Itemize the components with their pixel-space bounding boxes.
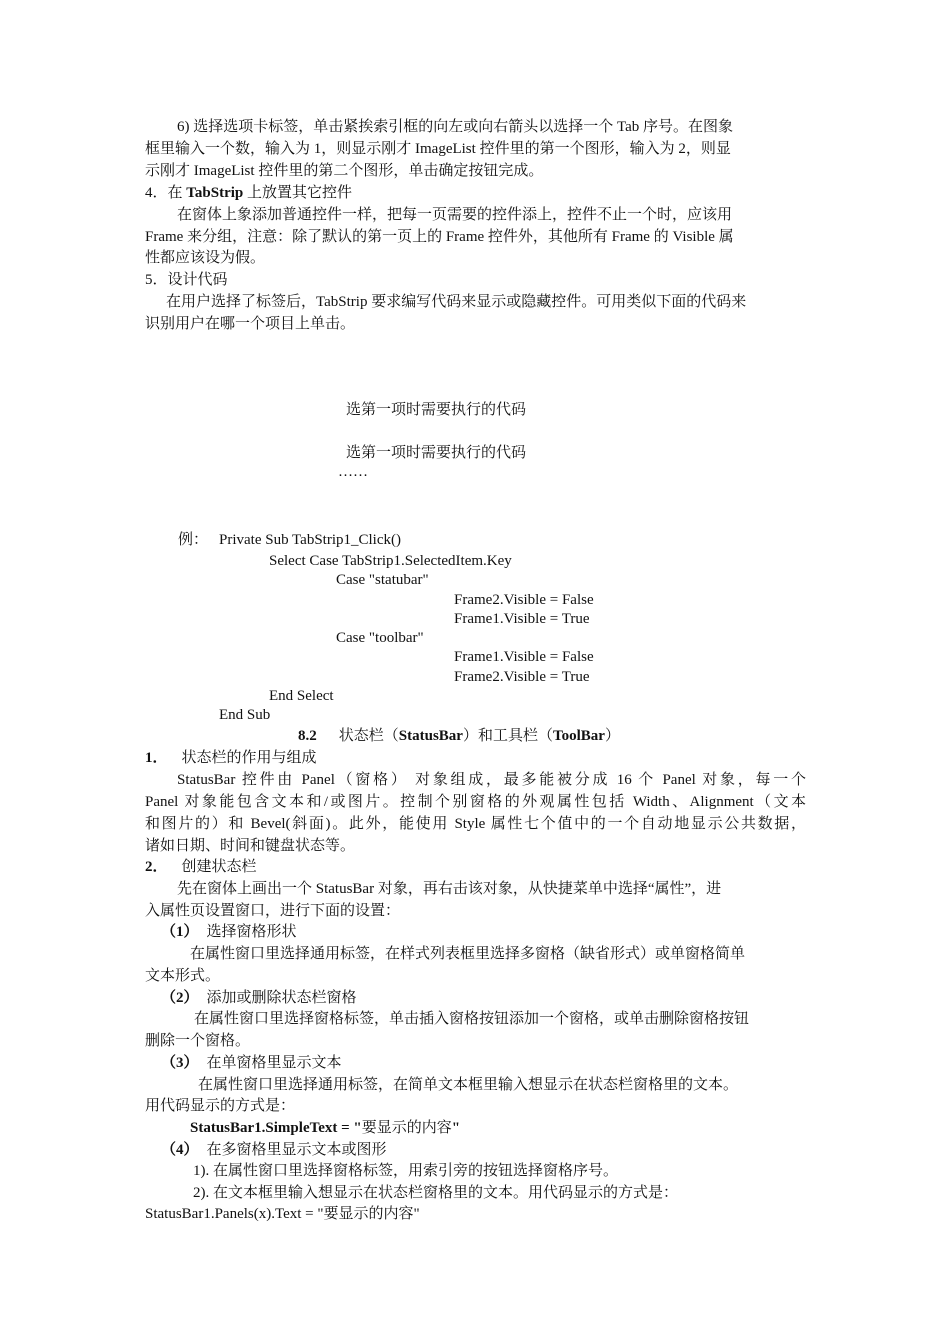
para2-line-1: 先在窗体上画出一个 StatusBar 对象，再右击该对象，从快捷菜单中选择“属性”，进 [177, 881, 722, 897]
subheading-1: （1） 选择窗格形状 [161, 924, 297, 940]
sub1-line-2: 文本形式。 [145, 968, 221, 984]
simpletext-code: StatusBar1.SimpleText = "要显示的内容" [190, 1120, 461, 1136]
snippet-ellipsis: …… [338, 464, 368, 480]
para1-line-4: 诸如日期、时间和键盘状态等。 [145, 838, 356, 854]
code-line: Private Sub TabStrip1_Click() [219, 532, 401, 548]
para2-line-2: 入属性页设置窗口，进行下面的设置： [145, 903, 401, 919]
para4-line-1: 在窗体上象添加普通控件一样，把每一页需要的控件添上，控件不止一个时，应该用 [177, 207, 733, 223]
para4-line-2: Frame 来分组，注意：除了默认的第一页上的 Frame 控件外，其他所有 Frame 的 Visible 属 [145, 229, 734, 245]
sub1-line-1: 在属性窗口里选择通用标签，在样式列表框里选择多窗格（缺省形式）或单窗格简单 [190, 946, 746, 962]
code-line: Frame1.Visible = False [454, 649, 594, 665]
example-label: 例： [178, 532, 209, 548]
code-line: End Select [269, 688, 334, 704]
para4-line-3: 性都应该设为假。 [145, 250, 266, 266]
para1-line-1: StatusBar 控件由 Panel（窗格） 对象组成，最多能被分成 16 个 Panel 对象，每一个 [177, 772, 806, 788]
section-heading-8-2: 8.2 状态栏（StatusBar）和工具栏（ToolBar） [298, 728, 620, 744]
code-line: Select Case TabStrip1.SelectedItem.Key [269, 553, 512, 569]
heading-4-text: 上放置其它控件 [243, 185, 353, 201]
code-line: Frame1.Visible = True [454, 611, 590, 627]
heading-4 [145, 183, 352, 203]
subheading-3: （3） 在单窗格里显示文本 [161, 1055, 342, 1071]
heading-1: 1． 状态栏的作用与组成 [145, 750, 317, 766]
section-number: 8.2 [298, 728, 317, 744]
snippet-line-1: 选第一项时需要执行的代码 [346, 402, 527, 418]
snippet-line-2: 选第一项时需要执行的代码 [346, 445, 527, 461]
code-line: Case "statubar" [336, 572, 429, 588]
panels-code: StatusBar1.Panels(x).Text = "要显示的内容" [145, 1206, 420, 1222]
code-line: Frame2.Visible = True [454, 669, 590, 685]
subheading-2: （2） 添加或删除状态栏窗格 [161, 990, 357, 1006]
step6-line-3: 示刚才 ImageList 控件里的第二个图形，单击确定按钮完成。 [145, 163, 544, 179]
para1-line-2: Panel 对象能包含文本和/或图片。控制个别窗格的外观属性包括 Width、Alignment（文本 [145, 794, 806, 810]
heading-2: 2． 创建状态栏 [145, 859, 257, 875]
para5-line-1: 在用户选择了标签后，TabStrip 要求编写代码来显示或隐藏控件。可用类似下面的代码来 [166, 294, 747, 310]
heading-4-keyword: TabStrip [186, 185, 244, 201]
code-line: End Sub [219, 707, 271, 723]
code-line: Frame2.Visible = False [454, 592, 594, 608]
heading-5: 5．设计代码 [145, 272, 228, 288]
sub3-line-1: 在属性窗口里选择通用标签，在简单文本框里输入想显示在状态栏窗格里的文本。 [198, 1077, 739, 1093]
subheading-4: （4） 在多窗格里显示文本或图形 [161, 1142, 387, 1158]
sub2-line-1: 在属性窗口里选择窗格标签，单击插入窗格按钮添加一个窗格，或单击删除窗格按钮 [194, 1011, 750, 1027]
para5-line-2: 识别用户在哪一个项目上单击。 [145, 316, 356, 332]
sub4-item-1: 1). 在属性窗口里选择窗格标签，用索引旁的按钮选择窗格序号。 [193, 1163, 618, 1179]
sub2-line-2: 删除一个窗格。 [145, 1033, 251, 1049]
step6-line-2: 框里输入一个数，输入为 1，则显示刚才 ImageList 控件里的第一个图形，输入为 2，则显 [145, 141, 731, 157]
sub3-line-2: 用代码显示的方式是： [145, 1098, 296, 1114]
sub4-item-2: 2). 在文本框里输入想显示在状态栏窗格里的文本。用代码显示的方式是： [193, 1185, 678, 1201]
para1-line-3: 和图片的）和 Bevel(斜面)。此外，能使用 Style 属性七个值中的一个自动地显示公共数据， [145, 816, 806, 832]
heading-4-number: 4．在 [145, 185, 187, 201]
step6-line-1: 6) 选择选项卡标签，单击紧挨索引框的向左或向右箭头以选择一个 Tab 序号。在图象 [177, 119, 734, 135]
code-line: Case "toolbar" [336, 630, 424, 646]
